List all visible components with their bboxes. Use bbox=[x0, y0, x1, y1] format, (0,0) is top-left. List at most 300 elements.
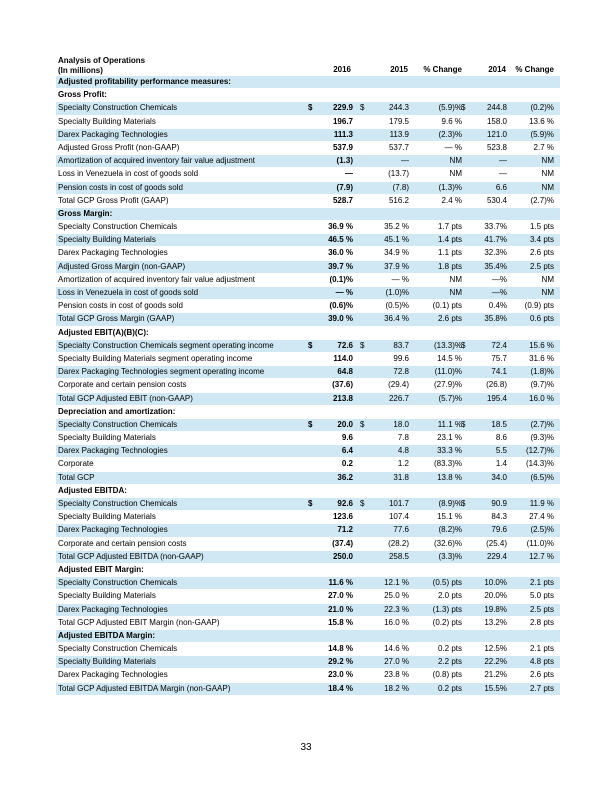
table-row bbox=[56, 287, 560, 300]
section-label: Depreciation and amortization: bbox=[58, 406, 176, 416]
change-2016-cell: (32.6)% bbox=[433, 538, 462, 548]
change-2016-cell: — % bbox=[444, 142, 462, 152]
change-2016-cell: 0.2 pts bbox=[437, 683, 462, 693]
change-2015-cell: 2.5 pts bbox=[529, 261, 554, 271]
change-2016-cell: (1.3) pts bbox=[432, 604, 462, 614]
change-2015-cell: (12.7)% bbox=[525, 446, 554, 456]
table-row bbox=[56, 604, 560, 617]
value-2015-cell: 516.2 bbox=[388, 195, 409, 205]
section-header-row bbox=[56, 564, 560, 577]
value-2015-cell: — bbox=[401, 156, 409, 166]
value-2016-cell: 196.7 bbox=[332, 116, 353, 126]
value-2015-cell: 258.5 bbox=[388, 551, 409, 561]
table-row bbox=[56, 538, 560, 551]
value-2015-cell: — % bbox=[391, 274, 409, 284]
change-2016-cell: (11.0)% bbox=[434, 367, 462, 377]
row-label: Darex Packaging Technologies bbox=[58, 604, 168, 614]
value-2015-cell: 18.2 % bbox=[384, 683, 409, 693]
table-row bbox=[56, 656, 560, 669]
row-label: Corporate and certain pension costs bbox=[58, 380, 187, 390]
table-row bbox=[56, 551, 560, 564]
currency-symbol: $ bbox=[461, 340, 466, 350]
row-label: Adjusted Gross Margin (non-GAAP) bbox=[58, 261, 186, 271]
table-row bbox=[56, 313, 560, 326]
value-2014-cell: (26.8) bbox=[486, 380, 507, 390]
currency-symbol: $ bbox=[360, 103, 365, 113]
change-2016-cell: (3.3)% bbox=[438, 551, 462, 561]
change-2015-cell: 2.1 pts bbox=[529, 644, 554, 654]
change-2015-cell: (2.5)% bbox=[530, 525, 554, 535]
section-label: Adjusted EBITDA: bbox=[58, 485, 127, 495]
change-2016-cell: 0.2 pts bbox=[437, 644, 462, 654]
change-2016-cell: 2.2 pts bbox=[437, 657, 462, 667]
currency-symbol: $ bbox=[461, 499, 466, 508]
row-label: Specialty Construction Chemicals bbox=[58, 499, 178, 508]
row-label: Pension costs in cost of goods sold bbox=[58, 182, 183, 192]
change-2016-cell: (0.8) pts bbox=[432, 670, 462, 680]
row-label: Total GCP Adjusted EBIT Margin (non-GAAP) bbox=[58, 617, 220, 627]
column-header-2015: 2015 bbox=[390, 65, 408, 74]
value-2014-cell: 121.0 bbox=[486, 129, 507, 139]
section-header-row bbox=[56, 76, 560, 89]
value-2015-cell: 18.0 bbox=[393, 419, 409, 429]
table-row bbox=[56, 432, 560, 445]
column-header-2016: 2016 bbox=[333, 65, 351, 74]
value-2014-cell: 19.8% bbox=[484, 604, 507, 614]
table-row bbox=[56, 643, 560, 656]
table-row bbox=[56, 155, 560, 168]
row-label: Darex Packaging Technologies bbox=[58, 446, 168, 456]
value-2015-cell: 244.3 bbox=[388, 103, 409, 113]
table-title bbox=[58, 56, 145, 75]
change-2015-cell: (0.9) pts bbox=[524, 301, 554, 311]
change-2016-cell: 2.0 pts bbox=[437, 591, 462, 601]
change-2016-cell: 1.7 pts bbox=[437, 222, 462, 232]
value-2014-cell: 195.4 bbox=[486, 393, 507, 403]
row-label: Loss in Venezuela in cost of goods sold bbox=[58, 288, 199, 297]
value-2016-cell: 213.8 bbox=[332, 393, 353, 403]
value-2014-cell: 8.6 bbox=[495, 433, 507, 443]
change-2015-cell: (5.9)% bbox=[530, 129, 554, 139]
change-2016-cell: (1.3)% bbox=[438, 182, 462, 192]
row-label: Specialty Building Materials segment operating income bbox=[58, 353, 253, 363]
change-2016-cell: (5.9)% bbox=[438, 103, 462, 113]
value-2014-cell: 41.7% bbox=[484, 235, 507, 245]
change-2015-cell: 13.6 % bbox=[529, 116, 554, 126]
change-2015-cell: (2.7)% bbox=[530, 419, 554, 429]
value-2014-cell: 15.5% bbox=[484, 683, 507, 693]
row-label: Specialty Construction Chemicals bbox=[58, 419, 178, 429]
value-2016-cell: 18.4 % bbox=[328, 683, 353, 693]
value-2014-cell: 34.0 bbox=[491, 472, 507, 482]
section-header-row bbox=[56, 630, 560, 643]
analysis-table-body bbox=[56, 76, 560, 696]
table-row bbox=[56, 116, 560, 129]
value-2016-cell: 92.6 bbox=[337, 499, 353, 508]
value-2014-cell: 0.4% bbox=[488, 301, 507, 311]
value-2016-cell: 123.6 bbox=[332, 512, 353, 522]
change-2015-cell: 2.7 pts bbox=[529, 683, 554, 693]
change-2015-cell: 12.7 % bbox=[529, 551, 554, 561]
value-2016-cell: 39.7 % bbox=[328, 261, 353, 271]
table-row bbox=[56, 168, 560, 181]
row-label: Total GCP Adjusted EBITDA Margin (non-GAAP) bbox=[58, 683, 231, 693]
value-2014-cell: 20.0% bbox=[484, 591, 507, 601]
value-2015-cell: (13.7) bbox=[388, 169, 409, 179]
change-2015-cell: 1.5 pts bbox=[529, 222, 554, 232]
value-2016-cell: 71.2 bbox=[337, 525, 353, 535]
value-2016-cell: 537.9 bbox=[332, 142, 353, 152]
table-title-line1: Analysis of Operations bbox=[58, 56, 146, 65]
change-2016-cell: 11.1 % bbox=[437, 419, 462, 429]
value-2014-cell: 32.3% bbox=[484, 248, 507, 258]
value-2016-cell: (37.4) bbox=[332, 538, 353, 548]
row-label: Darex Packaging Technologies bbox=[58, 670, 168, 680]
row-label: Specialty Building Materials bbox=[58, 591, 156, 601]
value-2014-cell: — bbox=[499, 169, 507, 179]
value-2014-cell: 1.4 bbox=[495, 459, 507, 469]
value-2016-cell: 528.7 bbox=[332, 195, 353, 205]
change-2015-cell: NM bbox=[541, 274, 554, 284]
value-2016-cell: (0.6)% bbox=[329, 301, 353, 311]
change-2016-cell: 1.4 pts bbox=[437, 235, 462, 245]
table-title-line2: (In millions) bbox=[58, 65, 103, 75]
value-2016-cell: 20.0 bbox=[337, 419, 353, 429]
value-2016-cell: 250.0 bbox=[332, 551, 353, 561]
row-label: Total GCP Gross Profit (GAAP) bbox=[58, 195, 169, 205]
currency-symbol: $ bbox=[360, 419, 365, 429]
value-2015-cell: (29.4) bbox=[388, 380, 409, 390]
change-2015-cell: 2.6 pts bbox=[529, 248, 554, 258]
row-label: Specialty Building Materials bbox=[58, 235, 156, 245]
value-2014-cell: 229.4 bbox=[486, 551, 507, 561]
currency-symbol: $ bbox=[308, 419, 313, 429]
change-2015-cell: (6.5)% bbox=[530, 472, 554, 482]
value-2014-cell: 13.2% bbox=[484, 617, 507, 627]
value-2016-cell: 46.5 % bbox=[328, 235, 353, 245]
value-2015-cell: (28.2) bbox=[388, 538, 409, 548]
value-2015-cell: 16.0 % bbox=[384, 617, 409, 627]
change-2015-cell: NM bbox=[541, 288, 554, 297]
table-row bbox=[56, 419, 560, 432]
value-2015-cell: 36.4 % bbox=[384, 314, 409, 324]
value-2015-cell: 99.6 bbox=[393, 353, 409, 363]
value-2016-cell: 72.6 bbox=[337, 340, 353, 350]
value-2014-cell: 90.9 bbox=[491, 499, 507, 508]
table-row bbox=[56, 366, 560, 379]
row-label: Total GCP bbox=[58, 472, 95, 482]
section-header-row bbox=[56, 485, 560, 498]
value-2016-cell: 0.2 bbox=[341, 459, 353, 469]
change-2016-cell: 9.6 % bbox=[441, 116, 462, 126]
row-label: Specialty Construction Chemicals bbox=[58, 578, 178, 588]
row-label: Specialty Building Materials bbox=[58, 116, 156, 126]
table-row bbox=[56, 129, 560, 142]
value-2015-cell: 179.5 bbox=[388, 116, 409, 126]
value-2014-cell: 22.2% bbox=[484, 657, 507, 667]
value-2016-cell: 23.0 % bbox=[328, 670, 353, 680]
change-2015-cell: (0.2)% bbox=[530, 103, 554, 113]
value-2016-cell: (37.6) bbox=[332, 380, 353, 390]
currency-symbol: $ bbox=[360, 340, 365, 350]
value-2014-cell: 5.5 bbox=[495, 446, 507, 456]
value-2014-cell: —% bbox=[491, 288, 507, 297]
value-2015-cell: 101.7 bbox=[388, 499, 409, 508]
change-2016-cell: (8.2)% bbox=[438, 525, 462, 535]
change-2016-cell: 2.4 % bbox=[441, 195, 462, 205]
table-row bbox=[56, 195, 560, 208]
row-label: Darex Packaging Technologies bbox=[58, 129, 168, 139]
section-label: Adjusted EBIT(A)(B)(C): bbox=[58, 327, 149, 337]
row-label: Corporate and certain pension costs bbox=[58, 538, 187, 548]
value-2016-cell: 14.8 % bbox=[328, 644, 353, 654]
value-2015-cell: 72.8 bbox=[393, 367, 409, 377]
value-2016-cell: (7.9) bbox=[336, 182, 353, 192]
section-label: Adjusted EBITDA Margin: bbox=[58, 630, 156, 640]
change-2016-cell: (83.3)% bbox=[433, 459, 462, 469]
change-2015-cell: (9.3)% bbox=[530, 433, 554, 443]
value-2016-cell: 29.2 % bbox=[328, 657, 353, 667]
value-2016-cell: 6.4 bbox=[341, 446, 353, 456]
row-label: Corporate bbox=[58, 459, 94, 469]
row-label: Adjusted Gross Profit (non-GAAP) bbox=[58, 142, 180, 152]
value-2015-cell: (7.8) bbox=[392, 182, 409, 192]
value-2015-cell: 27.0 % bbox=[384, 657, 409, 667]
value-2014-cell: 530.4 bbox=[486, 195, 507, 205]
change-2015-cell: 16.0 % bbox=[529, 393, 554, 403]
value-2014-cell: 74.1 bbox=[491, 367, 507, 377]
value-2014-cell: 35.8% bbox=[484, 314, 507, 324]
value-2014-cell: 72.4 bbox=[491, 340, 507, 350]
change-2016-cell: NM bbox=[449, 288, 462, 297]
table-row bbox=[56, 524, 560, 537]
value-2016-cell: 111.3 bbox=[333, 129, 353, 139]
value-2015-cell: 1.2 bbox=[397, 459, 409, 469]
value-2015-cell: 35.2 % bbox=[384, 222, 409, 232]
change-2016-cell: (27.9)% bbox=[433, 380, 462, 390]
value-2015-cell: 23.8 % bbox=[384, 670, 409, 680]
table-row bbox=[56, 379, 560, 392]
currency-symbol: $ bbox=[308, 340, 313, 350]
value-2014-cell: 84.3 bbox=[491, 512, 507, 522]
value-2015-cell: 7.8 bbox=[397, 433, 409, 443]
change-2015-cell: (2.7)% bbox=[530, 195, 554, 205]
row-label: Total GCP Adjusted EBIT (non-GAAP) bbox=[58, 393, 193, 403]
value-2016-cell: 36.0 % bbox=[328, 248, 353, 258]
table-row bbox=[56, 247, 560, 260]
change-2015-cell: NM bbox=[541, 156, 554, 166]
value-2016-cell: 36.2 bbox=[337, 472, 353, 482]
value-2015-cell: 25.0 % bbox=[384, 591, 409, 601]
value-2014-cell: 6.6 bbox=[495, 182, 507, 192]
value-2016-cell: 27.0 % bbox=[328, 591, 353, 601]
value-2015-cell: 4.8 bbox=[397, 446, 409, 456]
value-2014-cell: 21.2% bbox=[484, 670, 507, 680]
table-row bbox=[56, 617, 560, 630]
change-2015-cell: (11.0)% bbox=[526, 538, 554, 548]
row-label: Specialty Construction Chemicals segment operating income bbox=[58, 340, 274, 350]
value-2015-cell: (0.5)% bbox=[385, 301, 409, 311]
value-2014-cell: 79.6 bbox=[491, 525, 507, 535]
row-label: Amortization of acquired inventory fair value adjustment bbox=[58, 274, 255, 284]
section-label: Gross Profit: bbox=[58, 90, 107, 100]
table-row bbox=[56, 300, 560, 313]
value-2016-cell: 15.8 % bbox=[328, 617, 353, 627]
page-number: 33 bbox=[300, 742, 312, 753]
table-row bbox=[56, 511, 560, 524]
value-2014-cell: —% bbox=[491, 274, 507, 284]
row-label: Specialty Building Materials bbox=[58, 433, 156, 443]
value-2015-cell: 22.3 % bbox=[384, 604, 409, 614]
table-row bbox=[56, 221, 560, 234]
row-label: Specialty Construction Chemicals bbox=[58, 644, 178, 654]
value-2016-cell: (0.1)% bbox=[329, 274, 353, 284]
section-header-row bbox=[56, 406, 560, 419]
value-2015-cell: 34.9 % bbox=[384, 248, 409, 258]
row-label: Specialty Building Materials bbox=[58, 657, 156, 667]
change-2016-cell: 14.5 % bbox=[437, 353, 462, 363]
value-2015-cell: 12.1 % bbox=[384, 578, 409, 588]
value-2015-cell: 226.7 bbox=[388, 393, 409, 403]
table-row bbox=[56, 261, 560, 274]
change-2016-cell: (5.7)% bbox=[438, 393, 462, 403]
table-row bbox=[56, 472, 560, 485]
change-2016-cell: 33.3 % bbox=[437, 446, 462, 456]
row-label: Specialty Construction Chemicals bbox=[58, 103, 178, 113]
change-2015-cell: 3.4 pts bbox=[529, 235, 554, 245]
row-label: Loss in Venezuela in cost of goods sold bbox=[58, 169, 199, 179]
value-2016-cell: 39.0 % bbox=[328, 314, 353, 324]
change-2015-cell: 15.6 % bbox=[529, 340, 554, 350]
value-2016-cell: 21.0 % bbox=[328, 604, 353, 614]
change-2016-cell: NM bbox=[449, 274, 462, 284]
value-2015-cell: 83.7 bbox=[393, 340, 409, 350]
row-label: Specialty Building Materials bbox=[58, 512, 156, 522]
table-row bbox=[56, 142, 560, 155]
column-header-change-2016: % Change bbox=[423, 65, 462, 74]
currency-symbol: $ bbox=[461, 419, 466, 429]
table-row bbox=[56, 340, 560, 353]
change-2015-cell: 11.9 % bbox=[529, 499, 554, 508]
change-2015-cell: 5.0 pts bbox=[529, 591, 554, 601]
section-label: Adjusted EBIT Margin: bbox=[58, 564, 144, 574]
value-2014-cell: 12.5% bbox=[484, 644, 507, 654]
section-header-row bbox=[56, 327, 560, 340]
change-2015-cell: NM bbox=[541, 182, 554, 192]
change-2016-cell: NM bbox=[449, 169, 462, 179]
change-2016-cell: (13.3)% bbox=[433, 340, 462, 350]
table-row bbox=[56, 102, 560, 115]
change-2016-cell: (2.3)% bbox=[438, 129, 462, 139]
value-2015-cell: 14.6 % bbox=[384, 644, 409, 654]
value-2014-cell: 35.4% bbox=[484, 261, 507, 271]
change-2015-cell: 2.7 % bbox=[533, 142, 554, 152]
value-2014-cell: 33.7% bbox=[484, 222, 507, 232]
value-2014-cell: — bbox=[499, 156, 507, 166]
value-2015-cell: 113.9 bbox=[389, 129, 409, 139]
section-header-row bbox=[56, 208, 560, 221]
change-2016-cell: 13.8 % bbox=[437, 472, 462, 482]
change-2015-cell: 2.8 pts bbox=[529, 617, 554, 627]
row-label: Pension costs in cost of goods sold bbox=[58, 301, 183, 311]
change-2016-cell: (0.5) pts bbox=[432, 578, 462, 588]
value-2015-cell: 107.4 bbox=[388, 512, 409, 522]
section-header-row bbox=[56, 89, 560, 102]
value-2015-cell: 45.1 % bbox=[384, 235, 409, 245]
row-label: Darex Packaging Technologies bbox=[58, 525, 168, 535]
value-2016-cell: 64.8 bbox=[337, 367, 353, 377]
value-2016-cell: 11.6 % bbox=[328, 578, 353, 588]
table-row bbox=[56, 234, 560, 247]
change-2015-cell: 4.8 pts bbox=[529, 657, 554, 667]
value-2014-cell: 523.8 bbox=[486, 142, 507, 152]
currency-symbol: $ bbox=[308, 499, 313, 508]
change-2016-cell: (0.2) pts bbox=[432, 617, 462, 627]
value-2015-cell: 31.8 bbox=[393, 472, 409, 482]
change-2016-cell: 1.8 pts bbox=[437, 261, 462, 271]
column-header-2014: 2014 bbox=[488, 65, 506, 74]
section-label: Adjusted profitability performance measures: bbox=[58, 77, 231, 86]
value-2014-cell: 75.7 bbox=[491, 353, 507, 363]
value-2016-cell: — bbox=[345, 169, 353, 179]
value-2014-cell: 158.0 bbox=[486, 116, 507, 126]
value-2015-cell: 537.7 bbox=[388, 142, 409, 152]
row-label: Total GCP Adjusted EBITDA (non-GAAP) bbox=[58, 551, 204, 561]
currency-symbol: $ bbox=[308, 103, 313, 113]
value-2016-cell: 229.9 bbox=[332, 103, 353, 113]
change-2015-cell: (1.8)% bbox=[530, 367, 554, 377]
change-2015-cell: (9.7)% bbox=[530, 380, 554, 390]
table-row bbox=[56, 274, 560, 287]
change-2016-cell: 15.1 % bbox=[437, 512, 462, 522]
table-header bbox=[56, 56, 560, 77]
change-2015-cell: 2.1 pts bbox=[529, 578, 554, 588]
row-label: Amortization of acquired inventory fair value adjustment bbox=[58, 156, 255, 166]
value-2016-cell: (1.3) bbox=[336, 156, 353, 166]
value-2016-cell: 9.6 bbox=[341, 433, 353, 443]
table-row bbox=[56, 590, 560, 603]
row-label: Darex Packaging Technologies segment operating income bbox=[58, 367, 265, 377]
table-row bbox=[56, 353, 560, 366]
change-2016-cell: 23.1 % bbox=[437, 433, 462, 443]
change-2015-cell: NM bbox=[541, 169, 554, 179]
currency-symbol: $ bbox=[461, 103, 466, 113]
value-2014-cell: 18.5 bbox=[491, 419, 507, 429]
value-2014-cell: 244.8 bbox=[486, 103, 507, 113]
value-2016-cell: 36.9 % bbox=[328, 222, 353, 232]
change-2015-cell: (14.3)% bbox=[525, 459, 554, 469]
row-label: Specialty Construction Chemicals bbox=[58, 222, 178, 232]
change-2015-cell: 2.5 pts bbox=[529, 604, 554, 614]
table-row bbox=[56, 577, 560, 590]
row-label: Darex Packaging Technologies bbox=[58, 248, 168, 258]
value-2015-cell: (1.0)% bbox=[385, 288, 409, 297]
value-2015-cell: 77.6 bbox=[393, 525, 409, 535]
change-2015-cell: 0.6 pts bbox=[529, 314, 554, 324]
change-2016-cell: (0.1) pts bbox=[432, 301, 462, 311]
table-row bbox=[56, 498, 560, 511]
table-row bbox=[56, 445, 560, 458]
row-label: Total GCP Gross Margin (GAAP) bbox=[58, 314, 175, 324]
section-label: Gross Margin: bbox=[58, 208, 113, 218]
change-2016-cell: 2.6 pts bbox=[437, 314, 462, 324]
change-2015-cell: 31.6 % bbox=[529, 353, 554, 363]
value-2014-cell: 10.0% bbox=[484, 578, 507, 588]
change-2015-cell: 27.4 % bbox=[529, 512, 554, 522]
currency-symbol: $ bbox=[360, 499, 365, 508]
change-2016-cell: NM bbox=[449, 156, 462, 166]
table-row bbox=[56, 669, 560, 682]
